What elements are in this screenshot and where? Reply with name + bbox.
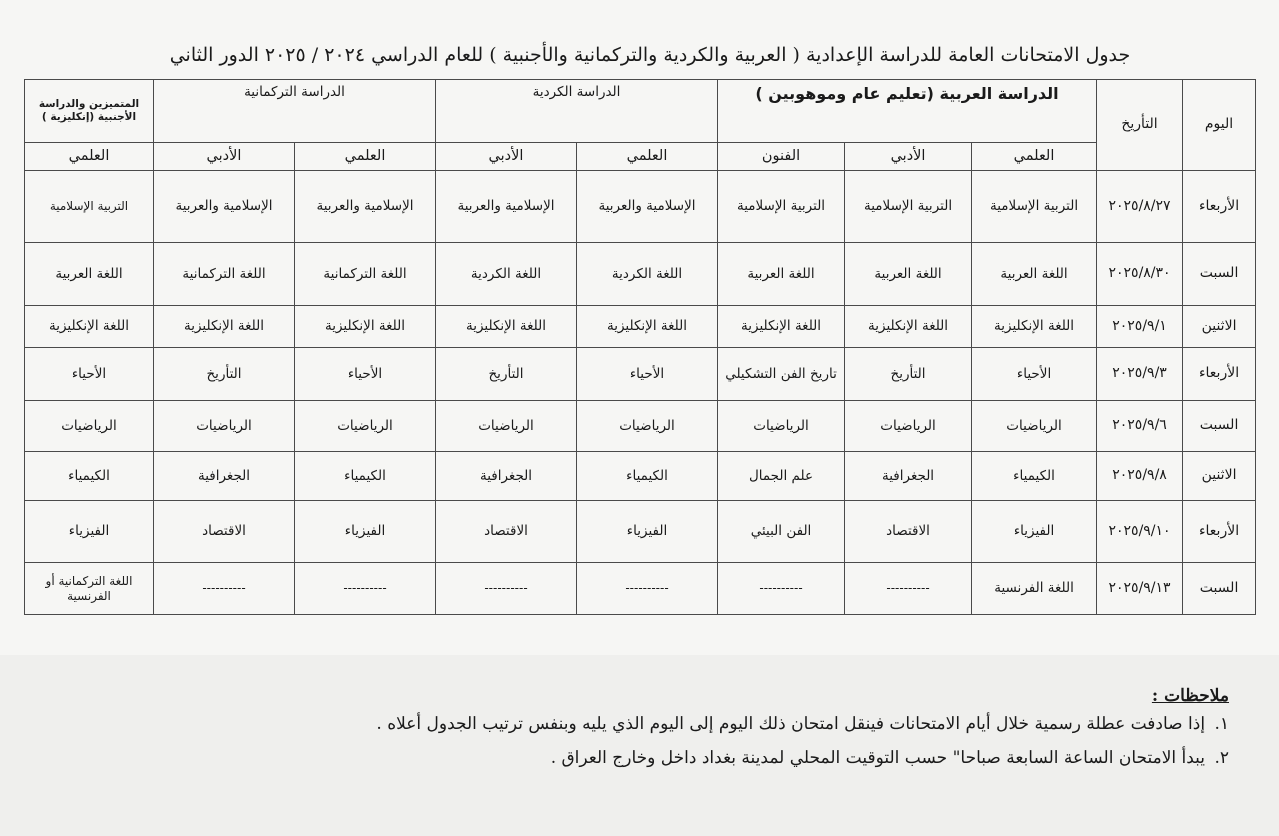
subject-cell: اللغة التركمانية أو الفرنسية bbox=[25, 563, 154, 615]
day-cell: الاثنين bbox=[1183, 452, 1256, 501]
empty-cell: ---------- bbox=[154, 563, 295, 615]
subject-cell: الجغرافية bbox=[436, 452, 577, 501]
subject-cell: الفيزياء bbox=[295, 501, 436, 563]
subject-cell: الكيمياء bbox=[577, 452, 718, 501]
note-number: ٢. bbox=[1214, 748, 1229, 768]
table-row bbox=[25, 563, 1256, 615]
subject-cell: اللغة الإنكليزية bbox=[154, 306, 295, 348]
subject-cell: الرياضيات bbox=[972, 401, 1097, 452]
subject-cell: التأريخ bbox=[154, 348, 295, 401]
subject-cell: الرياضيات bbox=[154, 401, 295, 452]
table-row bbox=[25, 243, 1256, 306]
subject-cell: اللغة الإنكليزية bbox=[295, 306, 436, 348]
subject-cell: اللغة الإنكليزية bbox=[436, 306, 577, 348]
subject-cell: الرياضيات bbox=[295, 401, 436, 452]
subject-cell: الأحياء bbox=[25, 348, 154, 401]
header-kurdish-study: الدراسة الكردية bbox=[436, 80, 718, 143]
date-cell: ٢٠٢٥/٩/١ bbox=[1097, 306, 1183, 348]
page-title: جدول الامتحانات العامة للدراسة الإعدادية ( العربية والكردية والتركمانية والأجنبية ) للعام الدراسي ٢٠٢٤ / ٢٠٢٥ الدور الثاني bbox=[169, 44, 1131, 66]
table-row bbox=[25, 452, 1256, 501]
subject-cell: الأحياء bbox=[295, 348, 436, 401]
subject-cell: التأريخ bbox=[436, 348, 577, 401]
table-row bbox=[25, 306, 1256, 348]
subject-cell: التربية الإسلامية bbox=[845, 171, 972, 243]
date-cell: ٢٠٢٥/٩/٨ bbox=[1097, 452, 1183, 501]
subject-cell: الأحياء bbox=[972, 348, 1097, 401]
subject-cell: اللغة الإنكليزية bbox=[972, 306, 1097, 348]
subject-cell: اللغة الفرنسية bbox=[972, 563, 1097, 615]
day-cell: الاثنين bbox=[1183, 306, 1256, 348]
subject-cell: الرياضيات bbox=[718, 401, 845, 452]
subject-cell: اللغة الإنكليزية bbox=[845, 306, 972, 348]
header-date: التأريخ bbox=[1097, 80, 1183, 171]
empty-cell: ---------- bbox=[577, 563, 718, 615]
subject-cell: الأحياء bbox=[577, 348, 718, 401]
notes-section bbox=[229, 686, 1229, 782]
header-foreign-study: المتميزين والدراسة الأجنبية (إنكليزية ) bbox=[25, 80, 154, 143]
empty-cell: ---------- bbox=[295, 563, 436, 615]
subject-cell: الرياضيات bbox=[577, 401, 718, 452]
subject-cell: الفن البيئي bbox=[718, 501, 845, 563]
subject-cell: الإسلامية والعربية bbox=[577, 171, 718, 243]
exam-schedule-table bbox=[24, 79, 1256, 615]
header-day: اليوم bbox=[1183, 80, 1256, 171]
subject-cell: الإسلامية والعربية bbox=[154, 171, 295, 243]
subject-cell: التأريخ bbox=[845, 348, 972, 401]
date-cell: ٢٠٢٥/٨/٢٧ bbox=[1097, 171, 1183, 243]
subject-cell: الكيمياء bbox=[25, 452, 154, 501]
table-row bbox=[25, 501, 1256, 563]
date-cell: ٢٠٢٥/٩/٦ bbox=[1097, 401, 1183, 452]
subject-cell: الجغرافية bbox=[154, 452, 295, 501]
date-cell: ٢٠٢٥/٩/١٠ bbox=[1097, 501, 1183, 563]
subject-cell: الاقتصاد bbox=[845, 501, 972, 563]
subject-cell: الرياضيات bbox=[25, 401, 154, 452]
note-item bbox=[229, 748, 1229, 768]
header-row-groups bbox=[25, 80, 1256, 143]
subject-cell: اللغة الكردية bbox=[436, 243, 577, 306]
subject-cell: اللغة العربية bbox=[972, 243, 1097, 306]
empty-cell: ---------- bbox=[436, 563, 577, 615]
subject-cell: الفيزياء bbox=[25, 501, 154, 563]
date-cell: ٢٠٢٥/٩/٣ bbox=[1097, 348, 1183, 401]
empty-cell: ---------- bbox=[845, 563, 972, 615]
subject-cell: التربية الإسلامية bbox=[25, 171, 154, 243]
day-cell: السبت bbox=[1183, 401, 1256, 452]
subject-cell: اللغة الإنكليزية bbox=[25, 306, 154, 348]
header-arabic-literary: الأدبي bbox=[845, 143, 972, 171]
header-turkmen-scientific: العلمي bbox=[295, 143, 436, 171]
date-cell: ٢٠٢٥/٩/١٣ bbox=[1097, 563, 1183, 615]
subject-cell: اللغة التركمانية bbox=[295, 243, 436, 306]
subject-cell: اللغة الإنكليزية bbox=[718, 306, 845, 348]
header-kurdish-scientific: العلمي bbox=[577, 143, 718, 171]
subject-cell: اللغة الإنكليزية bbox=[577, 306, 718, 348]
header-arabic-study: الدراسة العربية (تعليم عام وموهوبين ) bbox=[718, 80, 1097, 143]
subject-cell: الإسلامية والعربية bbox=[295, 171, 436, 243]
subject-cell: الاقتصاد bbox=[154, 501, 295, 563]
day-cell: السبت bbox=[1183, 563, 1256, 615]
day-cell: الأربعاء bbox=[1183, 171, 1256, 243]
day-cell: السبت bbox=[1183, 243, 1256, 306]
notes-heading: ملاحظات : bbox=[1151, 686, 1229, 706]
subject-cell: الرياضيات bbox=[845, 401, 972, 452]
note-text: إذا صادفت عطلة رسمية خلال أيام الامتحانات فينقل امتحان ذلك اليوم إلى اليوم الذي يليه وبنفس ترتيب الجدول أعلاه . bbox=[376, 714, 1206, 734]
subject-cell: الرياضيات bbox=[436, 401, 577, 452]
note-number: ١. bbox=[1214, 714, 1229, 734]
empty-cell: ---------- bbox=[718, 563, 845, 615]
subject-cell: تاريخ الفن التشكيلي bbox=[718, 348, 845, 401]
header-kurdish-literary: الأدبي bbox=[436, 143, 577, 171]
header-arabic-arts: الفنون bbox=[718, 143, 845, 171]
subject-cell: الكيمياء bbox=[972, 452, 1097, 501]
header-turkmen-study: الدراسة التركمانية bbox=[154, 80, 436, 143]
note-text: يبدأ الامتحان الساعة السابعة صباحا" حسب التوقيت المحلي لمدينة بغداد داخل وخارج العراق . bbox=[550, 748, 1206, 768]
table-row bbox=[25, 348, 1256, 401]
subject-cell: الفيزياء bbox=[577, 501, 718, 563]
subject-cell: الفيزياء bbox=[972, 501, 1097, 563]
subject-cell: اللغة العربية bbox=[718, 243, 845, 306]
header-row-branches bbox=[25, 143, 1256, 171]
subject-cell: الكيمياء bbox=[295, 452, 436, 501]
day-cell: الأربعاء bbox=[1183, 501, 1256, 563]
subject-cell: التربية الإسلامية bbox=[972, 171, 1097, 243]
table-row bbox=[25, 401, 1256, 452]
header-foreign-scientific: العلمي bbox=[25, 143, 154, 171]
subject-cell: اللغة الكردية bbox=[577, 243, 718, 306]
subject-cell: اللغة التركمانية bbox=[154, 243, 295, 306]
note-item bbox=[229, 714, 1229, 734]
subject-cell: التربية الإسلامية bbox=[718, 171, 845, 243]
day-cell: الأربعاء bbox=[1183, 348, 1256, 401]
header-arabic-scientific: العلمي bbox=[972, 143, 1097, 171]
subject-cell: الإسلامية والعربية bbox=[436, 171, 577, 243]
subject-cell: الاقتصاد bbox=[436, 501, 577, 563]
subject-cell: اللغة العربية bbox=[25, 243, 154, 306]
table-row bbox=[25, 171, 1256, 243]
subject-cell: الجغرافية bbox=[845, 452, 972, 501]
subject-cell: علم الجمال bbox=[718, 452, 845, 501]
subject-cell: اللغة العربية bbox=[845, 243, 972, 306]
header-turkmen-literary: الأدبي bbox=[154, 143, 295, 171]
date-cell: ٢٠٢٥/٨/٣٠ bbox=[1097, 243, 1183, 306]
